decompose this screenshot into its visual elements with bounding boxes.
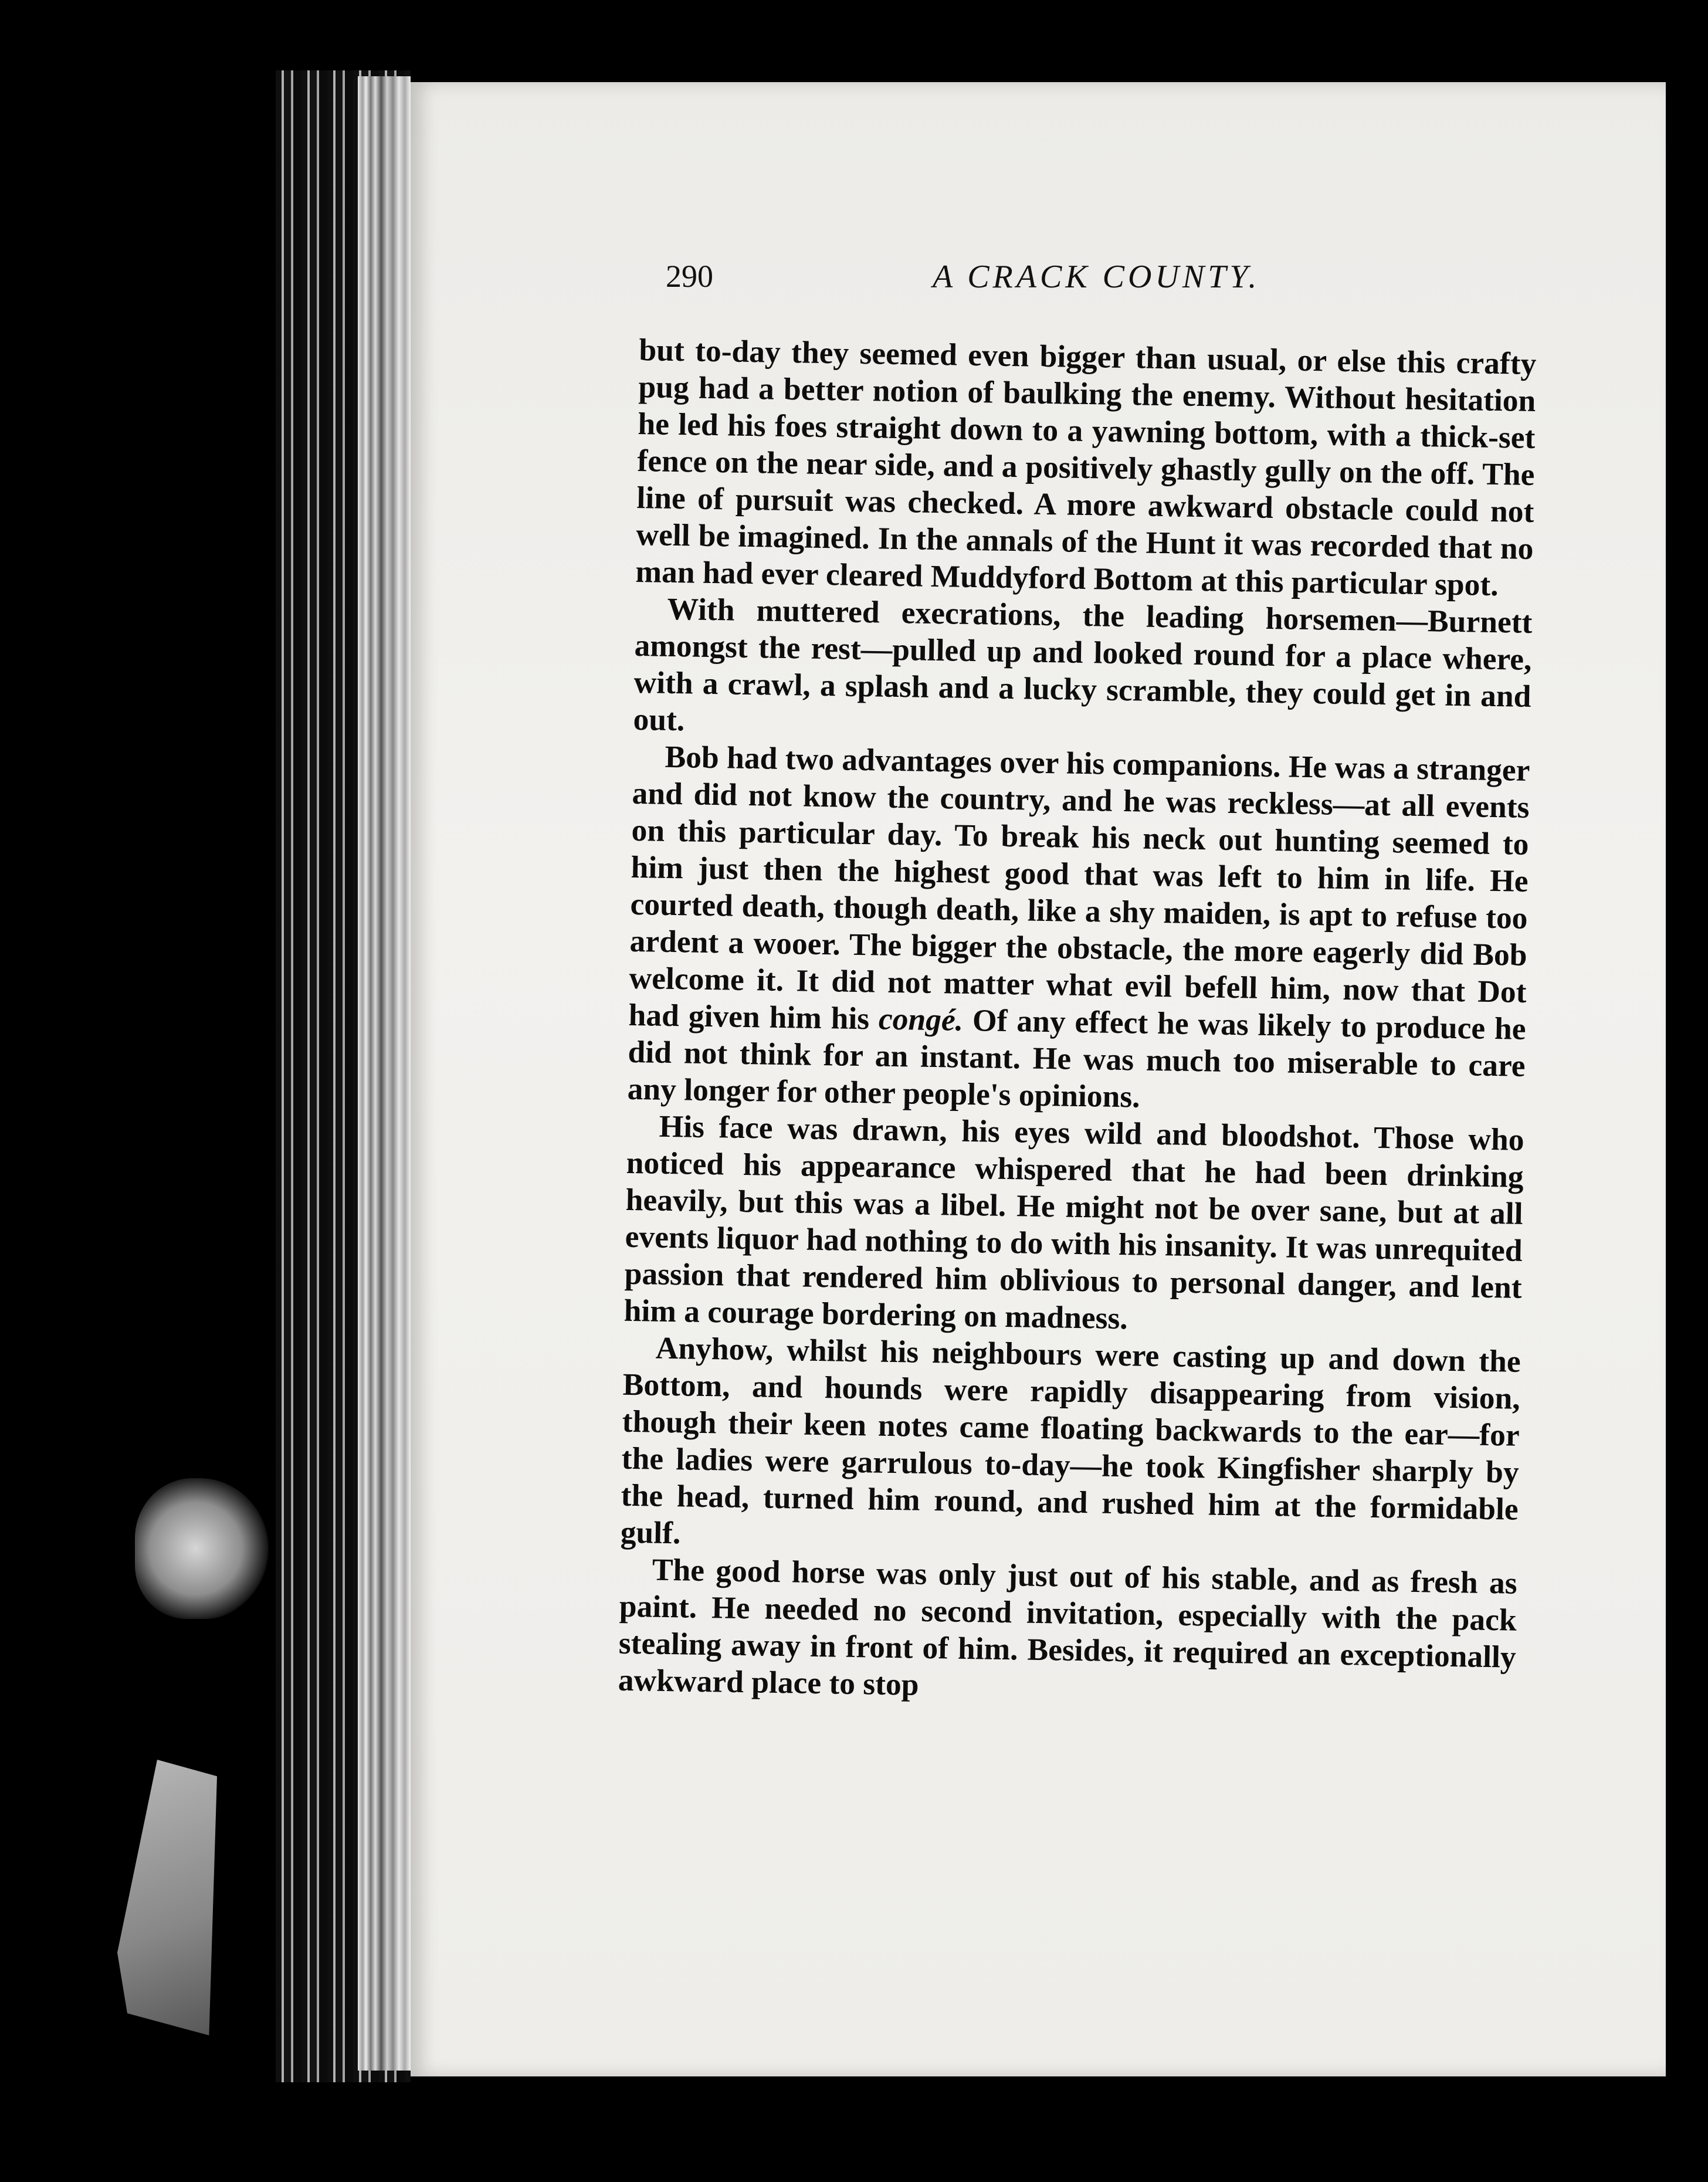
scan-stain bbox=[135, 1478, 270, 1619]
paragraph-5: Anyhow, whilst his neighbours were casting up and down the Bottom, and hounds were rapidly disappearing from vision, though their keen notes came floating backwards to the ear—for the ladies were garrulous to-day—he took Kingfisher sharply by the head, turned him round, and rushed him at the formidable gulf. bbox=[620, 1330, 1521, 1551]
paragraph-6: The good horse was only just out of his stable, and as fresh as paint. He needed no second invitation, especially with the pack stealing away in front of him. Besides, it required an exceptionally awkward place to stop bbox=[618, 1551, 1518, 1702]
paragraph-2: With muttered execrations, the leading horsemen—Burnett amongst the rest—pulled up and looked round for a place where, with a crawl, a splash and a lucky scramble, they could get in and out. bbox=[633, 591, 1533, 738]
paragraph-3-text-after: Of any effect he was likely to produce he did not think for an instant. He was much too miserable to care any longer for other people's opinions. bbox=[627, 1002, 1526, 1114]
page-edges-highlight bbox=[358, 76, 411, 2071]
paragraph-1: but to-day they seemed even bigger than usual, or else this crafty pug had a better notion of baulking the enemy. Without hesitation he led his foes straight down to a yawning bottom, with a thick-set fence on the near side, and a positively ghastly gully on the off. The line of pursuit was checked. A more awkward obstacle could not well be imagined. In the annals of the Hunt it was recorded that no man had ever cleared Muddyford Bottom at this particular spot. bbox=[635, 331, 1537, 603]
paragraph-3-text-before: Bob had two advantages over his companions. He was a stranger and did not know the country, and he was reckless—at all events on this particular day. To break his neck out hunting seemed to him just then the highest good that was left to him in life. He courted death, though death, like a shy maiden, is apt to refuse too ardent a wooer. The bigger the obstacle, the more eagerly did Bob welcome it. It did not matter what evil befell him, now that Dot had given him his bbox=[628, 738, 1530, 1036]
running-title: A CRACK COUNTY. bbox=[933, 259, 1260, 295]
paragraph-3 bbox=[627, 738, 1530, 1122]
paragraph-3-italic-word: congé. bbox=[878, 1001, 964, 1038]
page-number: 290 bbox=[666, 259, 713, 294]
paragraph-4: His face was drawn, his eyes wild and bloodshot. Those who noticed his appearance whispered that he had been drinking heavily, but this was a libel. He might not be over sane, but at all events liquor had nothing to do with his insanity. It was unrequited passion that rendered him oblivious to personal danger, and lent him a courage bordering on madness. bbox=[623, 1108, 1525, 1336]
body-text bbox=[618, 331, 1536, 1713]
page-header bbox=[666, 258, 1282, 311]
torn-page-corner bbox=[117, 1760, 217, 2035]
